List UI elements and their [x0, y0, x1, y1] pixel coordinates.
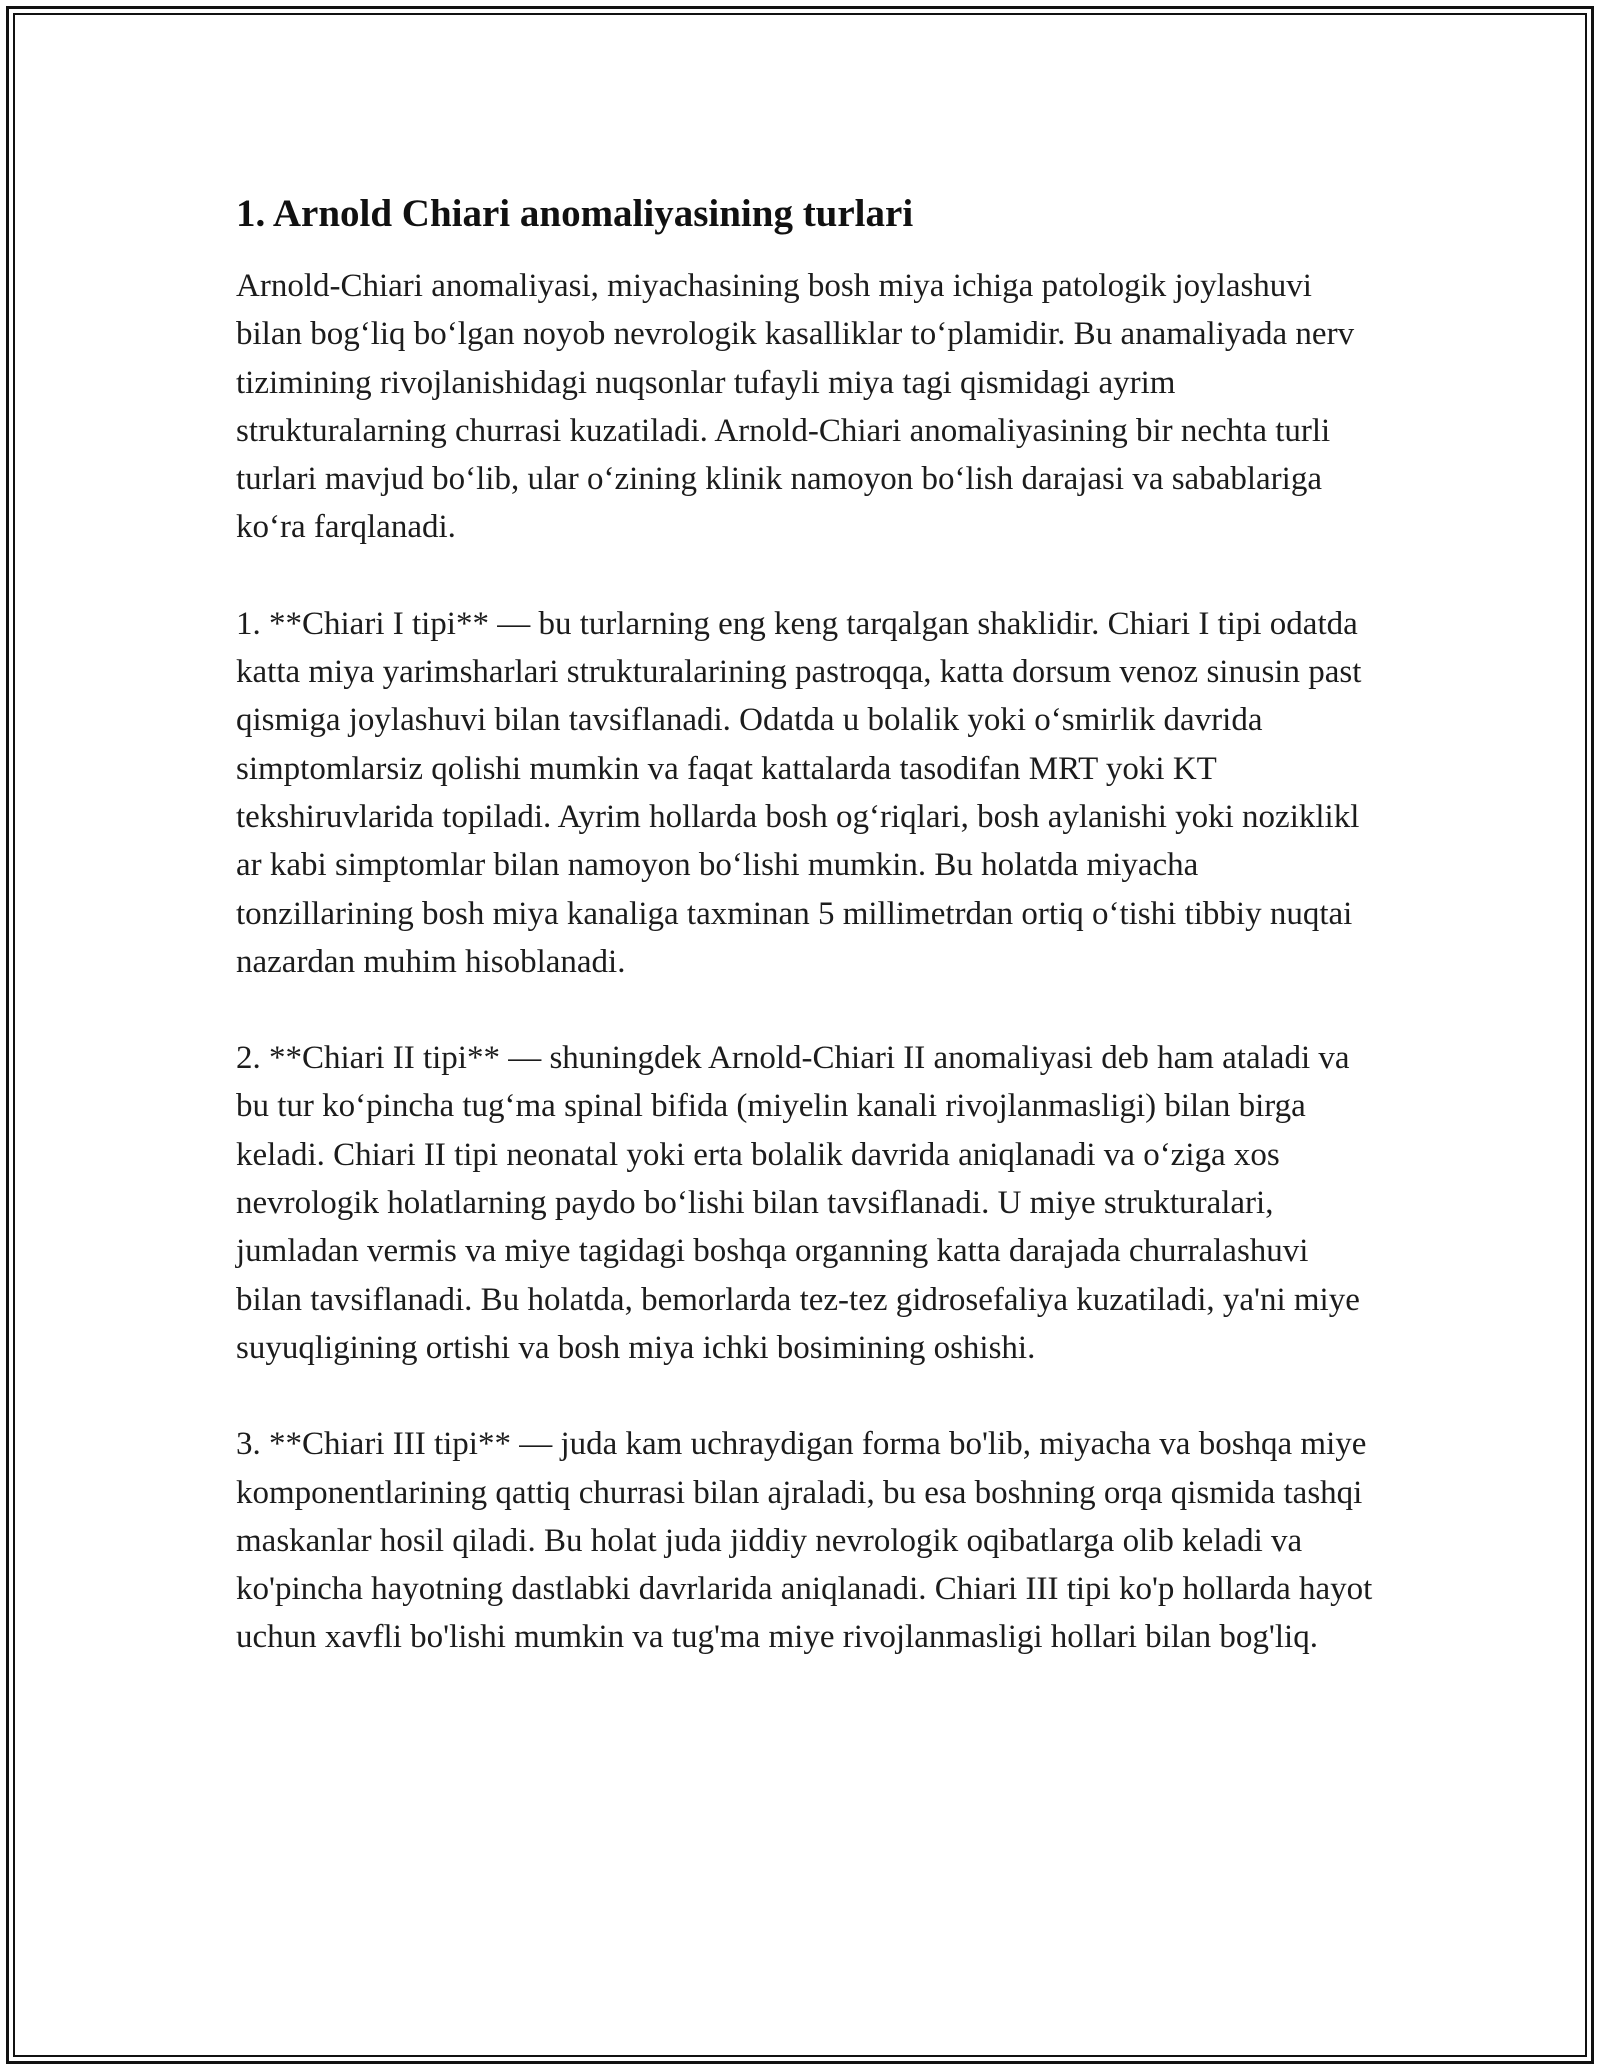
section-heading: 1. Arnold Chiari anomaliyasining turlari	[236, 192, 914, 235]
intro-paragraph: Arnold-Chiari anomaliyasi, miyachasining bosh miya ichiga patologik joylashuvi bilan bog‘liq bo‘lgan noyob nevrologik kasalliklar to‘plamidir. Bu anamaliyada nerv tizimining rivojlanishidagi nuqsonlar tufayli miya tagi qismidagi ayrim strukturalarning churrasi kuzatiladi. Arnold-Chiari anomaliyasining bir nechta turli turlari mavjud bo‘lib, ular o‘zining klinik namoyon bo‘lish darajasi va sabablariga ko‘ra farqlanadi.	[236, 268, 1355, 546]
chiari-type-1-paragraph: 1. **Chiari I tipi** — bu turlarning eng keng tarqalgan shaklidir. Chiari I tipi odatda katta miya yarimsharlari strukturalarining pastroqqa, katta dorsum venoz sinusin past qismiga joylashuvi bilan tavsiflanadi. Odatda u bolalik yoki o‘smirlik davrida simptomlarsiz qolishi mumkin va faqat kattalarda tasodifan MRT yoki KT tekshiruvlarida topiladi. Ayrim hollarda bosh og‘riqlari, bosh aylanishi yoki noziklikl ar kabi simptomlar bilan namoyon bo‘lishi mumkin. Bu holatda miyacha tonzillarining bosh miya kanaliga taxminan 5 millimetrdan ortiq o‘tishi tibbiy nuqtai nazardan muhim hisoblanadi.	[236, 605, 1362, 980]
document-body	[236, 186, 1376, 1710]
chiari-type-2-paragraph: 2. **Chiari II tipi** — shuningdek Arnold-Chiari II anomaliyasi deb ham ataladi va bu tur ko‘pincha tug‘ma spinal bifida (miyelin kanali rivojlanmasligi) bilan birga keladi. Chiari II tipi neonatal yoki erta bolalik davrida aniqlanadi va o‘ziga xos nevrologik holatlarning paydo bo‘lishi bilan tavsiflanadi. U miye strukturalari, jumladan vermis va miye tagidagi boshqa organning katta darajada churralashuvi bilan tavsiflanadi. Bu holatda, bemorlarda tez-tez gidrosefaliya kuzatiladi, ya'ni miye suyuqligining ortishi va bosh miya ichki bosimining oshishi.	[236, 1040, 1360, 1366]
chiari-type-3-paragraph: 3. **Chiari III tipi** — juda kam uchraydigan forma bo'lib, miyacha va boshqa miye komponentlarining qattiq churrasi bilan ajraladi, bu esa boshning orqa qismida tashqi maskanlar hosil qiladi. Bu holat juda jiddiy nevrologik oqibatlarga olib keladi va ko'pincha hayotning dastlabki davrlarida aniqlanadi. Chiari III tipi ko'p hollarda hayot uchun xavfli bo'lishi mumkin va tug'ma miye rivojlanmasligi hollari bilan bog'liq.	[236, 1426, 1373, 1656]
